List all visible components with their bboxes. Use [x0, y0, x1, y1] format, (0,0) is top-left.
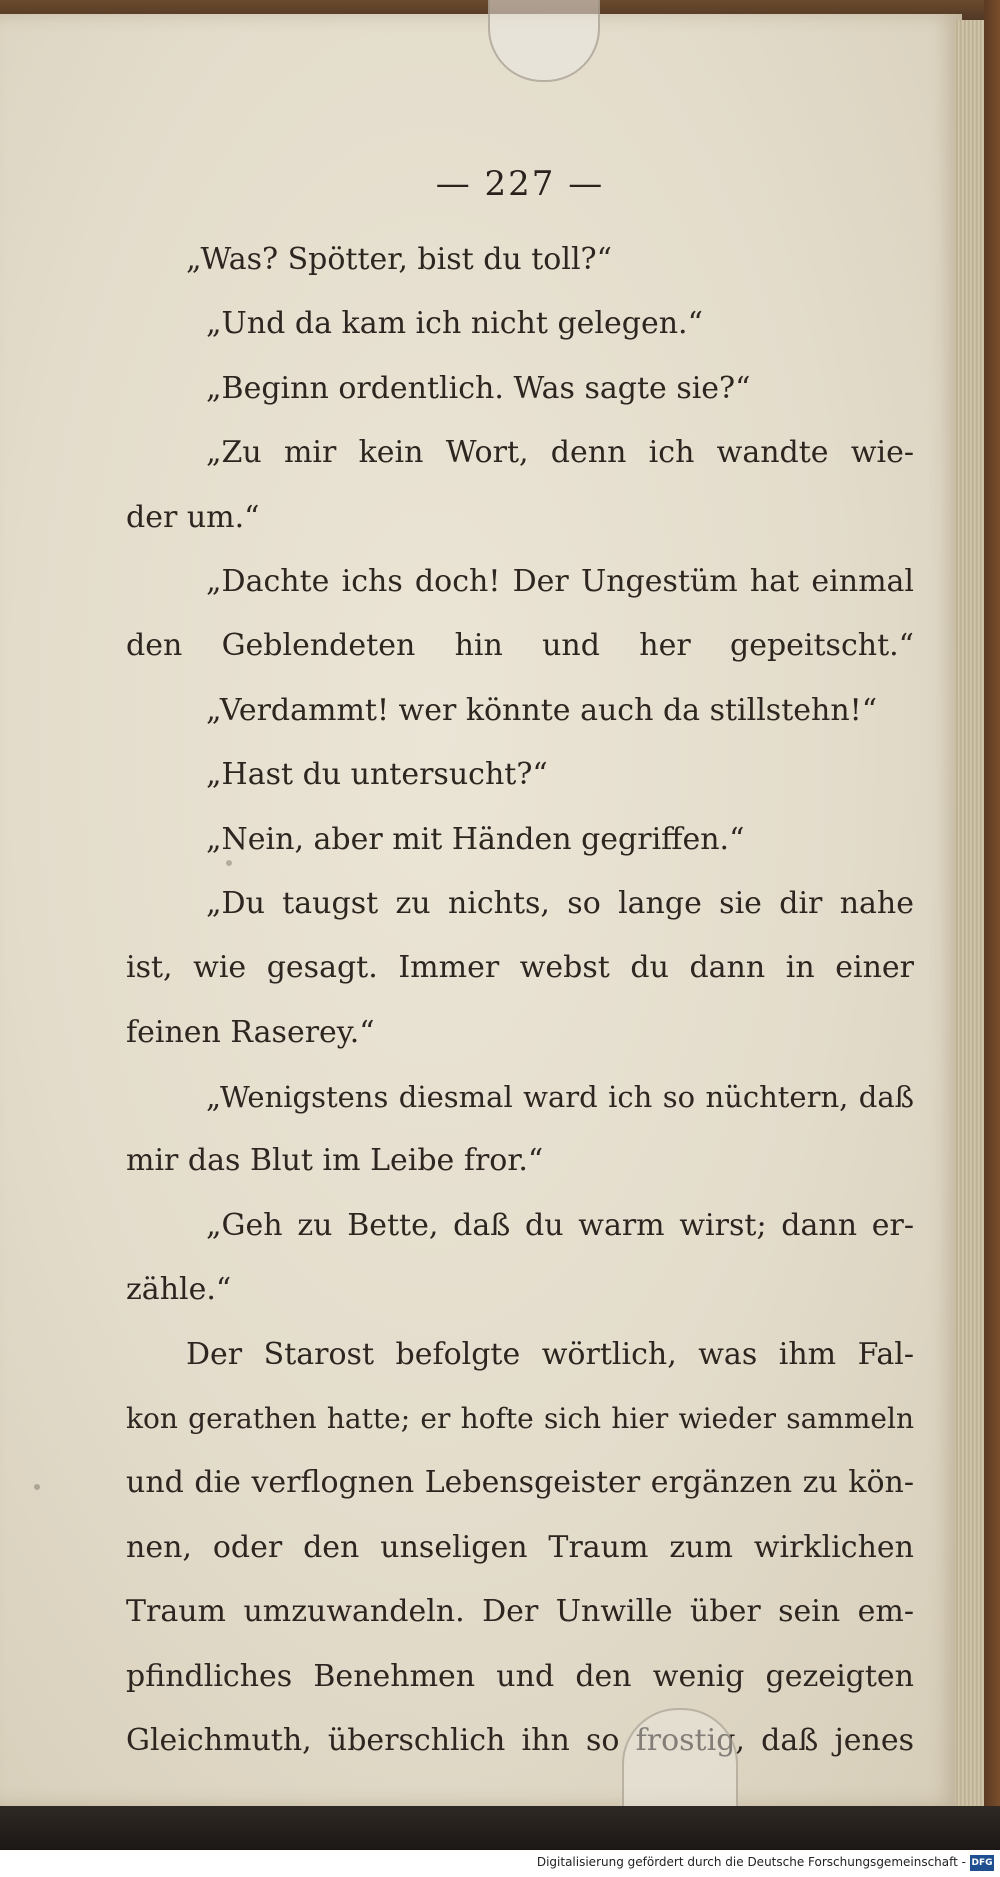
- text-line: „Zu mir kein Wort, denn ich wandte wie-: [206, 435, 914, 471]
- digitization-credit-bar: [0, 1850, 1000, 1877]
- body-text: [126, 228, 914, 1773]
- text-line: „Verdammt! wer könnte auch da stillstehn!“: [206, 692, 878, 728]
- text-line: zähle.“: [126, 1272, 232, 1308]
- text-line: „Du taugst zu nichts, so lange sie dir nahe: [206, 885, 914, 921]
- text-line: mir das Blut im Leibe fror.“: [126, 1143, 544, 1179]
- page-stack-edge: [955, 20, 985, 1806]
- text-line: „Dachte ichs doch! Der Ungestüm hat einmal: [206, 563, 914, 599]
- text-line: kon gerathen hatte; er hofte sich hier wieder sammeln: [126, 1402, 914, 1436]
- text-line: „Und da kam ich nicht gelegen.“: [206, 306, 703, 342]
- text-line: „Geh zu Bette, daß du warm wirst; dann er-: [206, 1207, 914, 1243]
- text-line: „Nein, aber mit Händen gegriffen.“: [206, 821, 745, 857]
- paper-speck: [34, 1484, 40, 1490]
- page-number: — 227 —: [435, 164, 605, 204]
- credit-text: Digitalisierung gefördert durch die Deutsche Forschungsgemeinschaft -: [536, 1855, 966, 1869]
- text-line: und die verflognen Lebensgeister ergänzen zu kön-: [126, 1465, 914, 1501]
- dfg-logo-icon: DFG: [970, 1855, 994, 1871]
- text-line: feinen Raserey.“: [126, 1014, 375, 1050]
- text-line: nen, oder den unseligen Traum zum wirklichen: [126, 1529, 914, 1565]
- text-line: „Hast du untersucht?“: [206, 757, 548, 793]
- text-line: Gleichmuth, überschlich ihn so frostig, daß jenes: [126, 1722, 914, 1758]
- text-line: „Was? Spötter, bist du toll?“: [186, 242, 612, 277]
- text-line: den Geblendeten hin und her gepeitscht.“: [126, 628, 914, 664]
- text-line: „Wenigstens diesmal ward ich so nüchtern, daß: [206, 1080, 914, 1115]
- text-line: „Beginn ordentlich. Was sagte sie?“: [206, 370, 751, 406]
- text-line: pfindliches Benehmen und den wenig gezeigten: [126, 1658, 914, 1694]
- text-line: Traum umzuwandeln. Der Unwille über sein em-: [126, 1594, 914, 1630]
- text-line: Der Starost befolgte wörtlich, was ihm Fal-: [186, 1336, 914, 1372]
- scanner-bed: [0, 1806, 1000, 1850]
- text-line: ist, wie gesagt. Immer webst du dann in einer: [126, 950, 914, 986]
- text-line: der um.“: [126, 499, 260, 535]
- book-cover-edge: [984, 0, 1000, 1877]
